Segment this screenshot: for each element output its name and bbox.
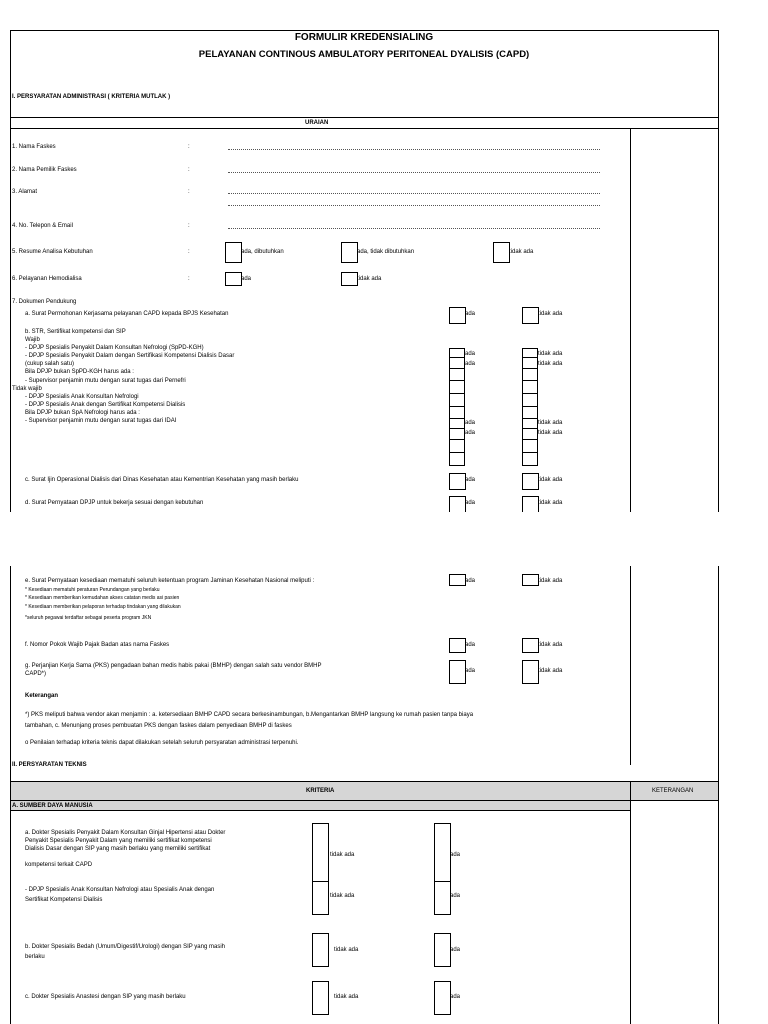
colon: : (188, 249, 190, 255)
doc-a-label: a. Surat Permohonan Kerjasama pelayanan CAPD kepada BPJS Kesehatan (25, 311, 229, 317)
opt-tidak-ada: tidak ada (334, 994, 359, 1000)
opt-ada-tidak-dibutuhkan: ada, tidak dibutuhkan (357, 249, 415, 255)
kriteria-header: KRITERIA (306, 788, 335, 794)
opt-ada: ada (465, 361, 476, 367)
opt-ada: ada (465, 642, 476, 648)
opt-tidak-ada: tidak ada (357, 276, 382, 282)
checkbox-sdm-c-tidak-ada[interactable] (312, 981, 329, 1015)
item6-label: 6. Pelayanan Hemodialisa (12, 276, 82, 282)
opt-tidak-ada: tidak ada (330, 852, 355, 858)
opt-ada: ada (465, 500, 476, 506)
opt-tidak-ada: tidak ada (538, 420, 563, 426)
sdm-a2-line-2: Sertifikat Kompetensi Dialisis (25, 897, 103, 903)
sdm-c-line: c. Dokter Spesialis Anastesi dengan SIP yang masih berlaku (25, 994, 186, 1000)
opt-tidak-ada: tidak ada (538, 500, 563, 506)
keterangan-note-3: o Penilaian terhadap kriteria teknis dapat dilakukan setelah seluruh persyaratan administrasi terpenuhi. (25, 740, 299, 746)
checkbox-sdm-b-tidak-ada[interactable] (312, 933, 329, 967)
section1-heading: I. PERSYARATAN ADMINISTRASI ( KRITERIA MUTLAK ) (12, 94, 171, 100)
uraian-header: URAIAN (305, 120, 329, 126)
doc-b5: - Supervisor penjamin mutu dengan surat tugas dari Pernefri (25, 378, 186, 384)
checkbox-d-tidak-ada[interactable] (522, 496, 539, 513)
doc-e2: * Kesediaan memberikan kemudahan akses catatan medis asi pasien (25, 595, 180, 601)
item7-label: 7. Dokumen Pendukung (12, 299, 77, 305)
opt-ada: ada (450, 852, 461, 858)
opt-ada: ada (241, 276, 252, 282)
checkbox-c-tidak-ada[interactable] (522, 473, 539, 490)
checkbox-sdm-c-ada[interactable] (434, 981, 451, 1015)
section2-heading: II. PERSYARATAN TEKNIS (12, 762, 87, 768)
opt-tidak-ada: tidak ada (538, 311, 563, 317)
telepon-field[interactable] (228, 228, 600, 229)
checkbox-e-ada[interactable] (449, 574, 466, 586)
checkbox-ada-dibutuhkan[interactable] (225, 242, 242, 263)
opt-tidak-ada: tidak ada (538, 578, 563, 584)
sdm-a-line-3: Dialisis Dasar dengan SIP yang masih berlaku yang memiliki sertifikat (25, 846, 211, 852)
field-label-pemilik: 2. Nama Pemilik Faskes (12, 167, 77, 173)
page-break (0, 512, 768, 566)
item5-label: 5. Resume Analisa Kebutuhan (12, 249, 93, 255)
wajib-label: Wajib (25, 337, 40, 343)
doc-e4: *seluruh pegawai terdaftar sebagai peserta program JKN (25, 615, 152, 621)
doc-b7: - DPJP Spesialis Anak dengan Sertifikat Kompetensi Dialisis (25, 402, 186, 408)
opt-ada: ada (465, 430, 476, 436)
doc-b2: - DPJP Spesialis Penyakit Dalam dengan Sertifikasi Kompetensi Dialisis Dasar (25, 353, 235, 359)
opt-ada-dibutuhkan: ada, dibutuhkan (241, 249, 284, 255)
checkbox-tidak-ada[interactable] (493, 242, 510, 263)
field-label-telepon: 4. No. Telepon & Email (12, 223, 73, 229)
sdm-a2-line-1: - DPJP Spesialis Anak Konsultan Nefrologi atau Spesialis Anak dengan (25, 887, 215, 893)
sdm-b-line-1: b. Dokter Spesialis Bedah (Umum/Digestif/Urologi) dengan SIP yang masih (25, 944, 225, 950)
opt-tidak-ada: tidak ada (538, 430, 563, 436)
opt-ada: ada (465, 477, 476, 483)
checkbox-g-ada[interactable] (449, 660, 466, 684)
colon: : (188, 144, 190, 150)
opt-ada: ada (450, 994, 461, 1000)
opt-tidak-ada: tidak ada (509, 249, 534, 255)
doc-f-label: f. Nomor Pokok Wajib Pajak Badan atas nama Faskes (25, 642, 170, 648)
opt-ada: ada (465, 351, 476, 357)
field-label-alamat: 3. Alamat (12, 189, 38, 195)
sdm-a-line-1: a. Dokter Spesialis Penyakit Dalam Konsultan Ginjal Hipertensi atau Dokter (25, 830, 226, 836)
colon: : (188, 167, 190, 173)
opt-tidak-ada: tidak ada (538, 361, 563, 367)
pemilik-faskes-field[interactable] (228, 172, 600, 173)
alamat-field-2[interactable] (228, 205, 600, 206)
sdm-b-line-2: berlaku (25, 954, 45, 960)
nama-faskes-field[interactable] (228, 149, 600, 150)
doc-e1: * Kesediaan mematuhi peraturan Perundangan yang berlaku (25, 587, 160, 593)
checkbox-d-ada[interactable] (449, 496, 466, 513)
checkbox-sdm-a2-ada[interactable] (434, 881, 451, 915)
doc-b3: (cukup salah satu) (25, 361, 75, 367)
colon: : (188, 276, 190, 282)
doc-c-label: c. Surat Ijin Operasional Dialisis dari Dinas Kesehatan atau Kementrian Kesehatan yang masih berlaku (25, 477, 299, 483)
tidak-wajib-label: Tidak wajib (12, 386, 42, 392)
keterangan-title: Keterangan (25, 693, 59, 699)
checkbox-e-tidak-ada[interactable] (522, 574, 539, 586)
doc-e3: * Kesediaan memberikan pelaporan terhadap tindakan yang dilakukan (25, 604, 181, 610)
checkbox-column-tidak-ada[interactable] (522, 348, 538, 466)
checkbox-sdm-a-tidak-ada[interactable] (312, 823, 329, 883)
opt-tidak-ada: tidak ada (538, 351, 563, 357)
opt-tidak-ada: tidak ada (538, 642, 563, 648)
opt-tidak-ada: tidak ada (538, 477, 563, 483)
form-title: FORMULIR KREDENSIALING (294, 32, 434, 43)
kriteria-header-row (10, 781, 719, 801)
checkbox-hd-ada[interactable] (225, 272, 242, 286)
doc-b4: Bila DPJP bukan SpPD-KGH harus ada : (25, 369, 134, 375)
opt-tidak-ada: tidak ada (330, 893, 355, 899)
doc-b1: - DPJP Spesialis Penyakit Dalam Konsultan Nefrologi (SpPD-KGH) (25, 345, 204, 351)
opt-ada: ada (465, 578, 476, 584)
doc-d-label: d. Surat Pernyataan DPJP untuk bekerja sesuai dengan kebutuhan (25, 500, 204, 506)
form-subtitle: PELAYANAN CONTINOUS AMBULATORY PERITONEAL DYALISIS (CAPD) (198, 49, 530, 60)
checkbox-f-tidak-ada[interactable] (522, 638, 539, 653)
opt-ada: ada (465, 420, 476, 426)
colon: : (188, 223, 190, 229)
checkbox-a-tidak-ada[interactable] (522, 307, 539, 324)
doc-e-label: e. Surat Pernyataan kesediaan mematuhi seluruh ketentuan program Jaminan Kesehatan Nasional meliputi : (25, 578, 315, 584)
sdm-heading: A. SUMBER DAYA MANUSIA (12, 803, 93, 809)
doc-b8: Bila DPJP bukan SpA Nefrologi harus ada : (25, 410, 140, 416)
checkbox-sdm-a-ada[interactable] (434, 823, 451, 883)
checkbox-hd-tidak-ada[interactable] (341, 272, 358, 286)
sdm-a-line-2: Penyakit Spesialis Penyakit Dalam yang memiliki sertifikat kompetensi (25, 838, 212, 844)
checkbox-ada-tidak-dibutuhkan[interactable] (341, 242, 358, 263)
doc-b9: - Supervisor penjamin mutu dengan surat tugas dari IDAI (25, 418, 177, 424)
doc-b-title: b. STR, Sertifikat kompetensi dan SIP (25, 329, 126, 335)
opt-tidak-ada: tidak ada (334, 947, 359, 953)
keterangan-header: KETERANGAN (652, 788, 694, 794)
alamat-field-1[interactable] (228, 193, 600, 194)
field-label-nama-faskes: 1. Nama Faskes (12, 144, 56, 150)
checkbox-g-tidak-ada[interactable] (522, 660, 539, 684)
sdm-row (10, 800, 631, 811)
opt-tidak-ada: tidak ada (538, 668, 563, 674)
checkbox-sdm-b-ada[interactable] (434, 933, 451, 967)
keterangan-note-2: tambahan, c. Menunjang proses pembuatan PKS dengan faskes dalam penyediaan BMHP di faskes (25, 723, 292, 729)
checkbox-f-ada[interactable] (449, 638, 466, 653)
doc-g-label: g. Perjanjian Kerja Sama (PKS) pengadaan bahan medis habis pakai (BMHP) dengan salah satu vendor BMHP (25, 663, 322, 669)
sdm-a-line-4: kompetensi terkait CAPD (25, 862, 93, 868)
doc-b6: - DPJP Spesialis Anak Konsultan Nefrologi (25, 394, 139, 400)
opt-ada: ada (450, 947, 461, 953)
checkbox-sdm-a2-tidak-ada[interactable] (312, 881, 329, 915)
opt-ada: ada (465, 311, 476, 317)
colon: : (188, 189, 190, 195)
checkbox-c-ada[interactable] (449, 473, 466, 490)
doc-g-label-2: CAPD*) (25, 671, 47, 677)
keterangan-note-1: *) PKS meliputi bahwa vendor akan menjamin : a. ketersediaan BMHP CAPD secara berkesinambungan, b.Mengantarkan BMHP langsung ke rumah pasien tanpa biaya (25, 712, 474, 718)
opt-ada: ada (450, 893, 461, 899)
checkbox-column-ada[interactable] (449, 348, 465, 466)
opt-ada: ada (465, 668, 476, 674)
checkbox-a-ada[interactable] (449, 307, 466, 324)
